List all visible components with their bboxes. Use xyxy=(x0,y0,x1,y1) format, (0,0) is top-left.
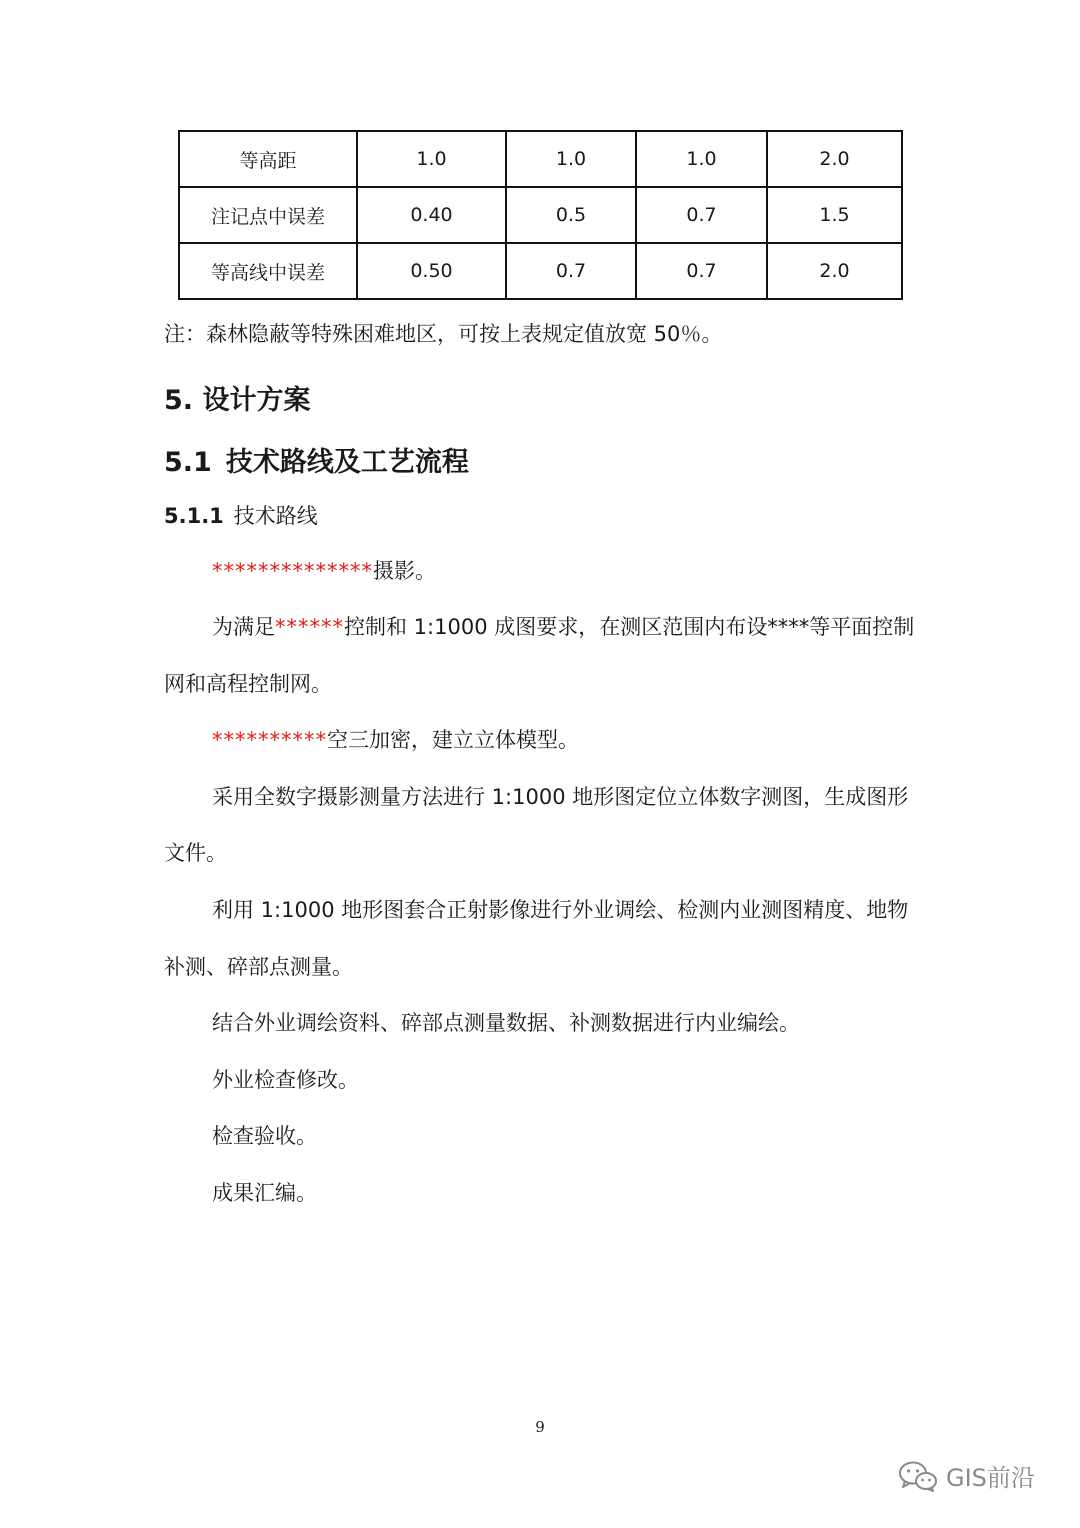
wechat-icon xyxy=(898,1460,938,1492)
paragraph-5-line-1: 利用 1:1000 地形图套合正射影像进行外业调绘、检测内业测图精度、地物 xyxy=(212,898,909,922)
watermark xyxy=(898,1458,1035,1493)
table-cell: 1.0 xyxy=(506,131,636,187)
table-cell: 0.50 xyxy=(357,243,506,299)
table-cell: 等高距 xyxy=(179,131,357,187)
section-heading: 5. 设计方案 xyxy=(164,385,311,416)
paragraph-2-line-2: 网和高程控制网。 xyxy=(164,672,332,696)
table-row xyxy=(179,131,902,187)
table-row xyxy=(179,187,902,243)
table-cell: 0.7 xyxy=(636,187,767,243)
table-cell: 1.5 xyxy=(767,187,902,243)
subsubsection-heading xyxy=(164,500,318,530)
table-cell: 1.0 xyxy=(357,131,506,187)
subsection-title: 技术路线及工艺流程 xyxy=(225,447,469,478)
page-number: 9 xyxy=(535,1418,545,1436)
paragraph-4-line-2: 文件。 xyxy=(164,841,227,865)
subsection-heading xyxy=(164,440,469,479)
paragraph-1 xyxy=(212,561,436,582)
table-cell: 0.40 xyxy=(357,187,506,243)
table-cell: 0.5 xyxy=(506,187,636,243)
table-cell: 1.0 xyxy=(636,131,767,187)
paragraph-8: 检查验收。 xyxy=(212,1124,317,1148)
paragraph-9: 成果汇编。 xyxy=(212,1181,317,1205)
redacted-text: ********** xyxy=(212,728,327,752)
watermark-text: GIS前沿 xyxy=(946,1464,1035,1492)
table-cell: 0.7 xyxy=(506,243,636,299)
paragraph-6: 结合外业调绘资料、碎部点测量数据、补测数据进行内业编绘。 xyxy=(212,1011,800,1035)
paragraph-4-line-1: 采用全数字摄影测量方法进行 1:1000 地形图定位立体数字测图，生成图形 xyxy=(212,785,909,809)
paragraph-text: 控制和 1:1000 成图要求，在测区范围内布设****等平面控制 xyxy=(344,615,915,639)
redacted-text: ************** xyxy=(212,559,373,583)
subsubsection-title: 技术路线 xyxy=(233,504,318,528)
paragraph-text: 空三加密，建立立体模型。 xyxy=(327,728,579,752)
subsection-number: 5.1 xyxy=(164,447,212,478)
paragraph-text: 为满足 xyxy=(212,615,275,639)
table-note: 注：森林隐蔽等特殊困难地区，可按上表规定值放宽 50％。 xyxy=(164,322,723,346)
redacted-text: ****** xyxy=(275,615,344,639)
paragraph-5-line-2: 补测、碎部点测量。 xyxy=(164,955,353,979)
table-cell: 2.0 xyxy=(767,131,902,187)
paragraph-2-line-1 xyxy=(212,617,914,638)
table-cell: 注记点中误差 xyxy=(179,187,357,243)
accuracy-table xyxy=(178,130,903,300)
paragraph-text: 摄影。 xyxy=(373,559,436,583)
paragraph-3 xyxy=(212,730,579,751)
table-cell: 0.7 xyxy=(636,243,767,299)
paragraph-7: 外业检查修改。 xyxy=(212,1068,359,1092)
table-cell: 等高线中误差 xyxy=(179,243,357,299)
subsubsection-number: 5.1.1 xyxy=(164,504,224,528)
table-cell: 2.0 xyxy=(767,243,902,299)
table-row xyxy=(179,243,902,299)
